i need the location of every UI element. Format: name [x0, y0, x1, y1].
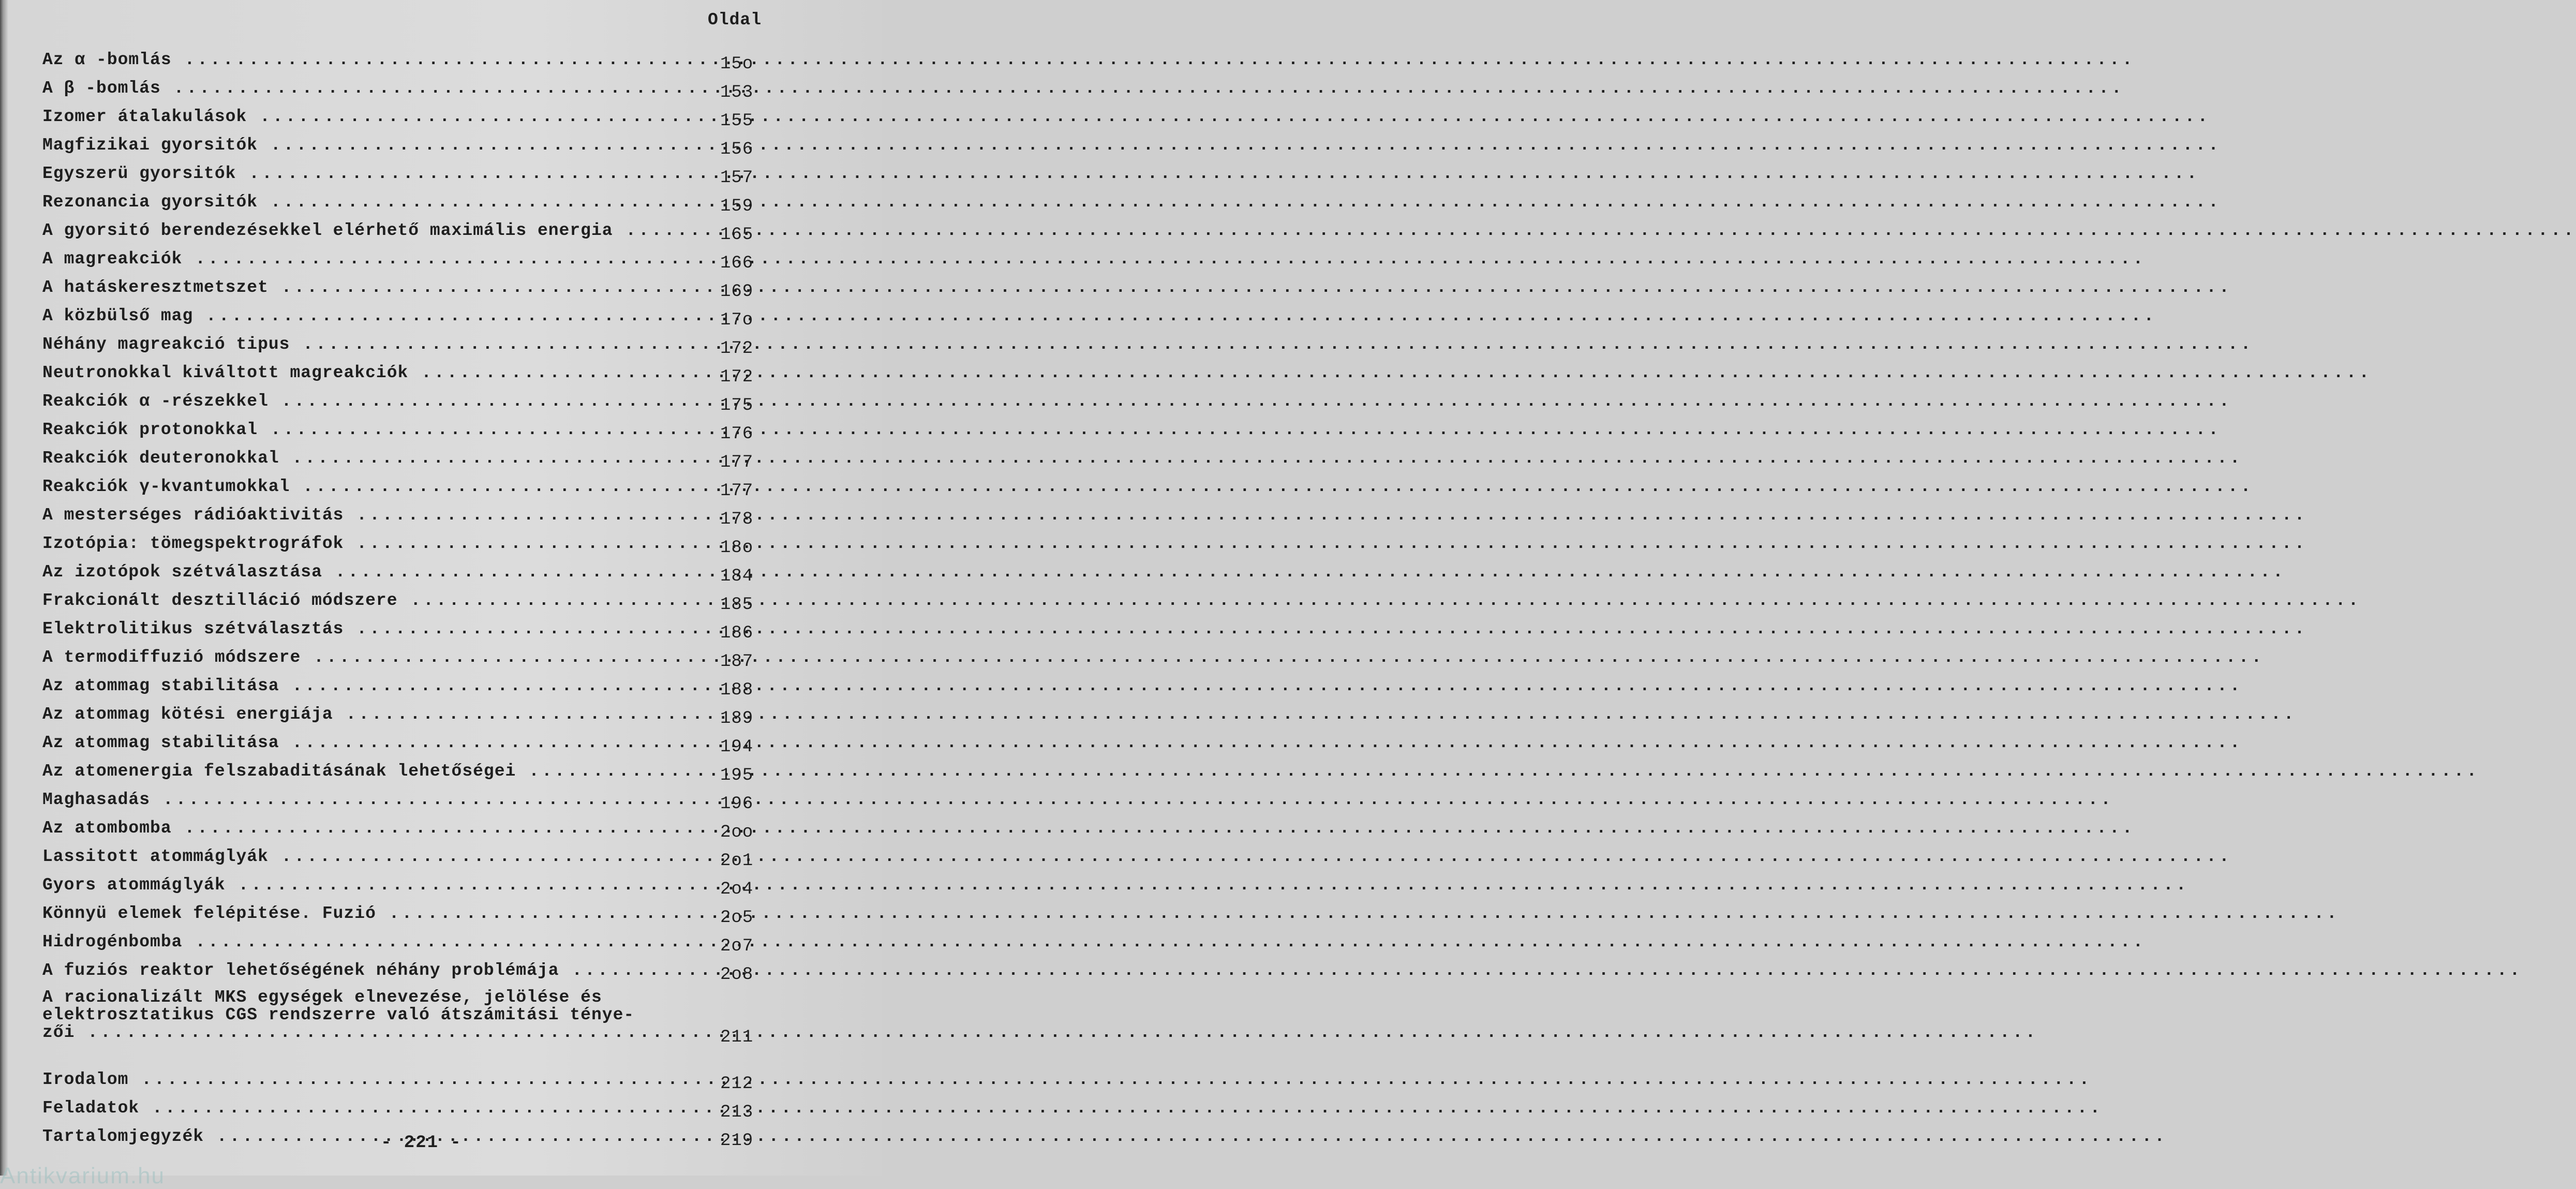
toc-entry-multiline	[42, 987, 767, 1067]
entry-title: Reakciók deuteronokkal .....	[42, 448, 690, 469]
entry-title: Az atommag stabilitása .....	[42, 676, 690, 696]
entry-title: A hatáskeresztmetszet .....	[42, 277, 690, 298]
toc-entry	[42, 446, 767, 474]
entry-title: Magfizikai gyorsitók .....	[42, 135, 690, 156]
toc-entry	[42, 332, 767, 361]
entry-title: Irodalom .....	[42, 1069, 690, 1090]
entry-page: 194	[720, 737, 754, 757]
entry-page: 175	[720, 396, 754, 415]
entry-page: 2o5	[720, 908, 754, 928]
entry-page: 153	[720, 83, 754, 102]
entry-title: Az atommag stabilitása .....	[42, 733, 690, 753]
entry-page: 157	[720, 168, 754, 188]
toc-entry	[42, 1067, 767, 1096]
entry-title: Az izotópok szétválasztása .....	[42, 562, 690, 583]
toc-entry	[42, 617, 767, 645]
toc-entry	[42, 958, 767, 987]
entry-title: A gyorsitó berendezésekkel elérhető maximális energia .....	[42, 220, 690, 241]
column-header-page: Oldal	[708, 10, 762, 29]
entry-page: 172	[720, 367, 754, 387]
toc-entry	[42, 76, 767, 105]
entry-title: Hidrogénbomba .....	[42, 932, 690, 953]
entry-page: 184	[720, 567, 754, 586]
entry-title: Az atomenergia felszabaditásának lehetőségei .....	[42, 761, 690, 782]
toc-entry	[42, 418, 767, 446]
entry-title-line: zői .....	[42, 1024, 690, 1042]
entry-title: Könnyü elemek felépitése. Fuzió .....	[42, 903, 690, 924]
entry-title: Reakciók protonokkal .....	[42, 420, 690, 440]
entry-title: Izotópia: tömegspektrográfok .....	[42, 533, 690, 554]
toc-entry	[42, 247, 767, 275]
entry-page: 169	[720, 282, 754, 302]
entry-page: 186	[720, 623, 754, 643]
toc-entry	[42, 304, 767, 332]
entry-title-line: A racionalizált MKS egységek elnevezése, jelölése és	[42, 988, 602, 1007]
entry-title: A fuziós reaktor lehetőségének néhány problémája .....	[42, 960, 690, 981]
entry-page: 165	[720, 225, 754, 245]
entry-page: 2o1	[720, 851, 754, 871]
toc-entry	[42, 275, 767, 304]
entry-title: Maghasadás .....	[42, 790, 690, 810]
entry-page: 2o4	[720, 880, 754, 899]
toc-entry	[42, 702, 767, 731]
entry-page: 185	[720, 595, 754, 615]
toc-entry	[42, 588, 767, 617]
entry-title: Neutronokkal kiváltott magreakciók .....	[42, 363, 690, 383]
toc-entry	[42, 105, 767, 133]
toc-entry	[42, 361, 767, 389]
toc-entry	[42, 1096, 767, 1124]
entry-page: 2o7	[720, 937, 754, 956]
entry-page: 177	[720, 481, 754, 501]
entry-page: 178	[720, 510, 754, 529]
entry-page: 15o	[720, 54, 754, 74]
entry-title: Az atommag kötési energiája .....	[42, 704, 690, 725]
entry-page: 172	[720, 339, 754, 359]
entry-page: 195	[720, 766, 754, 785]
toc-entry	[42, 787, 767, 816]
entry-title: Reakciók α -részekkel .....	[42, 391, 690, 412]
entry-title: Izomer átalakulások .....	[42, 107, 690, 127]
toc-entry	[42, 560, 767, 588]
entry-page: 17o	[720, 310, 754, 330]
entry-title: Az α -bomlás .....	[42, 50, 690, 70]
toc-entry	[42, 48, 767, 76]
entry-title: Gyors atommáglyák .....	[42, 875, 690, 896]
toc-entry	[42, 816, 767, 844]
toc-entry	[42, 389, 767, 418]
toc-entry	[42, 218, 767, 247]
toc-entry	[42, 731, 767, 759]
toc-entry	[42, 133, 767, 161]
entry-page: 18o	[720, 538, 754, 558]
entry-page: 159	[720, 197, 754, 216]
toc-entry	[42, 873, 767, 901]
toc-entry	[42, 930, 767, 958]
toc-entry	[42, 674, 767, 702]
entry-page: 189	[720, 709, 754, 729]
entry-title: Néhány magreakció tipus .....	[42, 334, 690, 355]
entry-title: A termodiffuzió módszere .....	[42, 647, 690, 668]
entry-page: 2oo	[720, 823, 754, 842]
toc-entry	[42, 645, 767, 674]
watermark-text: Antikvarium.hu	[0, 1163, 166, 1188]
entry-title: Tartalomjegyzék .....	[42, 1126, 690, 1147]
entry-title-line: elektrosztatikus CGS rendszerre való átszámitási ténye-	[42, 1005, 635, 1024]
toc-entry	[42, 901, 767, 930]
entry-page: 211	[720, 1028, 754, 1047]
entry-page: 187	[720, 652, 754, 672]
toc-entry	[42, 503, 767, 531]
page-number-footer: - 221 -	[381, 1133, 462, 1153]
entry-title: Frakcionált desztilláció módszere .....	[42, 590, 690, 611]
entry-title: Rezonancia gyorsitók .....	[42, 192, 690, 213]
toc-entry	[42, 531, 767, 560]
entry-page: 156	[720, 140, 754, 159]
entry-page: 196	[720, 794, 754, 814]
toc-entry	[42, 161, 767, 190]
document-page	[0, 0, 882, 1188]
entry-page: 212	[720, 1074, 754, 1094]
entry-title: Elektrolitikus szétválasztás .....	[42, 619, 690, 640]
entry-title: Egyszerü gyorsitók .....	[42, 164, 690, 184]
entry-page: 177	[720, 453, 754, 472]
entry-title: A mesterséges rádióaktivitás .....	[42, 505, 690, 526]
toc-entry	[42, 190, 767, 218]
entry-page: 2o8	[720, 965, 754, 985]
entry-title: A közbülső mag .....	[42, 306, 690, 326]
entry-title: A magreakciók .....	[42, 249, 690, 270]
entry-page: 219	[720, 1131, 754, 1151]
table-of-contents	[42, 48, 767, 1153]
entry-page: 176	[720, 424, 754, 444]
entry-page: 213	[720, 1103, 754, 1122]
toc-entry	[42, 844, 767, 873]
toc-entry	[42, 474, 767, 503]
entry-title: Reakciók γ-kvantumokkal .....	[42, 477, 690, 497]
entry-page: 188	[720, 680, 754, 700]
entry-page: 166	[720, 254, 754, 273]
entry-title: Lassitott atommáglyák .....	[42, 846, 690, 867]
entry-title: Az atombomba .....	[42, 818, 690, 839]
entry-title: Feladatok .....	[42, 1098, 690, 1119]
toc-entry	[42, 759, 767, 787]
entry-title: A β -bomlás .....	[42, 78, 690, 99]
entry-page: 155	[720, 111, 754, 131]
